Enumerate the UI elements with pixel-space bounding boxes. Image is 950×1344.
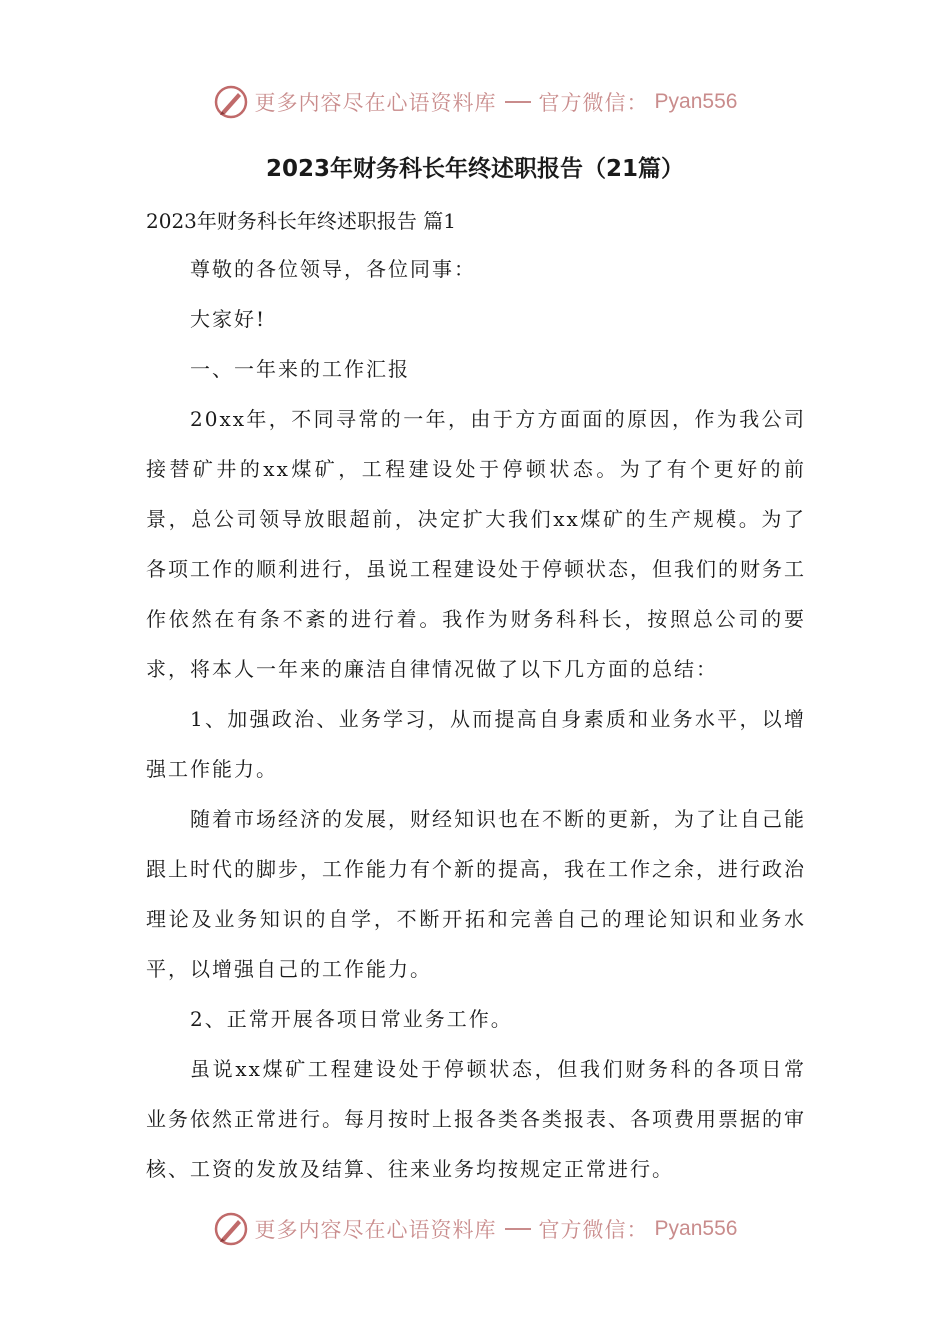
paragraph: 大家好! [190,307,267,331]
watermark-footer [0,1211,950,1247]
watermark-text: 更多内容尽在心语资料库 [254,91,497,115]
paragraph: 虽说xx煤矿工程建设处于停顿状态，但我们财务科的各项日常业务依然正常进行。每月按时上报各类各类报表、各项费用票据的审核、工资的发放及结算、往来业务均按规定正常进行。 [146,1057,806,1181]
watermark-dash [505,101,531,103]
watermark-wechat-id: Pyan556 [654,90,738,113]
watermark-text: 更多内容尽在心语资料库 [254,1218,497,1242]
paragraph: 尊敬的各位领导，各位同事： [190,257,476,281]
watermark-wechat-id: Pyan556 [654,1217,738,1240]
paragraph: 1、加强政治、业务学习，从而提高自身素质和业务水平，以增强工作能力。 [146,707,806,781]
document-subtitle: 2023年财务科长年终述职报告 篇1 [146,209,456,233]
watermark-suffix: 官方微信： [538,91,649,115]
paragraph: 一、一年来的工作汇报 [190,357,410,381]
pen-logo-icon [213,1211,249,1247]
document-title: 2023年财务科长年终述职报告（21篇） [265,156,685,182]
paragraph: 随着市场经济的发展，财经知识也在不断的更新，为了让自己能跟上时代的脚步，工作能力有个新的提高，我在工作之余，进行政治理论及业务知识的自学，不断开拓和完善自己的理论知识和业务水平，以增强自己的工作能力。 [146,807,806,981]
paragraph: 20xx年，不同寻常的一年，由于方方面面的原因，作为我公司接替矿井的xx煤矿，工程建设处于停顿状态。为了有个更好的前景，总公司领导放眼超前，决定扩大我们xx煤矿的生产规模。为了各项工作的顺利进行，虽说工程建设处于停顿状态，但我们的财务工作依然在有条不紊的进行着。我作为财务科科长，按照总公司的要求，将本人一年来的廉洁自律情况做了以下几方面的总结： [146,407,806,681]
document-body [146,244,806,1194]
pen-logo-icon [213,84,249,120]
paragraph: 2、正常开展各项日常业务工作。 [190,1007,513,1031]
watermark-header [0,84,950,120]
watermark-suffix: 官方微信： [538,1218,649,1242]
watermark-dash [505,1228,531,1230]
